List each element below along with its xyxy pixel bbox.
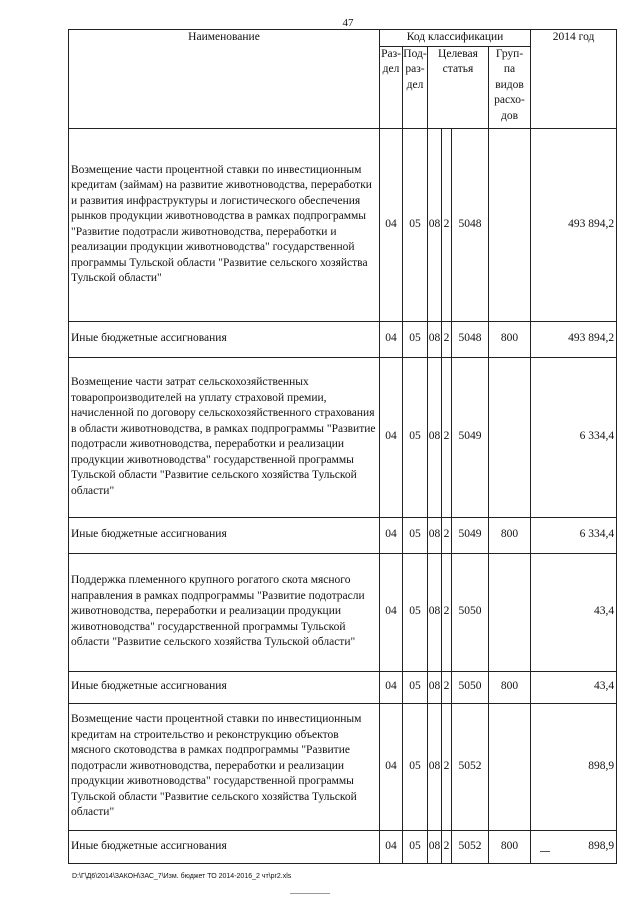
row-target-program: 08: [428, 128, 442, 321]
row-target-subprogram: 2: [442, 671, 452, 703]
row-name: Иные бюджетные ассигнования: [69, 517, 380, 553]
row-podrazdel: 05: [403, 517, 428, 553]
header-podrazdel: Под- раз- дел: [403, 46, 428, 128]
row-target-subprogram: 2: [442, 128, 452, 321]
row-target-program: 08: [428, 553, 442, 671]
row-name: Возмещение части затрат сельскохозяйственных товаропроизводителей на уплату страховой премии, начисленной по договору сельскохозяйственного страхования в области животноводства, в рамках подпрограммы "Развитие подотрасли животноводства, переработки и реализации продукции животноводства" государственной программы Тульской области "Развитие сельского хозяйства Тульской области": [69, 357, 380, 517]
row-podrazdel: 05: [403, 553, 428, 671]
header-classification-code: Код классификации: [380, 30, 531, 47]
row-expense-group: 800: [489, 830, 531, 863]
row-expense-group: 800: [489, 321, 531, 357]
row-amount: 493 894,2: [531, 321, 617, 357]
row-target-subprogram: 2: [442, 553, 452, 671]
row-podrazdel: 05: [403, 703, 428, 830]
budget-table: [68, 29, 617, 864]
row-razdel: 04: [380, 321, 403, 357]
table-row: [69, 830, 617, 863]
row-name: Иные бюджетные ассигнования: [69, 671, 380, 703]
row-name: Поддержка племенного крупного рогатого скота мясного направления в рамках подпрограммы "Развитие подотрасли животноводства, переработки и реализации продукции животноводства" государственной программы Тульской области "Развитие сельского хозяйства Тульской области": [69, 553, 380, 671]
row-amount: 43,4: [531, 671, 617, 703]
row-name: Иные бюджетные ассигнования: [69, 830, 380, 863]
row-razdel: 04: [380, 703, 403, 830]
row-expense-group: [489, 357, 531, 517]
footer-file-path: D:\Г\Д6\2014\ЗАКОН\ЗАС_7\Изм. бюджет ТО 2014-2016_2 чт\pr2.xls: [72, 873, 292, 880]
row-name: Иные бюджетные ассигнования: [69, 321, 380, 357]
row-amount: 493 894,2: [531, 128, 617, 321]
row-amount: 898,9: [531, 830, 617, 863]
scan-mark: [540, 851, 550, 852]
row-expense-group: 800: [489, 671, 531, 703]
row-target-code: 5052: [452, 703, 489, 830]
row-target-code: 5048: [452, 128, 489, 321]
row-target-code: 5049: [452, 517, 489, 553]
row-expense-group: 800: [489, 517, 531, 553]
row-razdel: 04: [380, 671, 403, 703]
row-podrazdel: 05: [403, 357, 428, 517]
header-target-article: Целевая статья: [428, 46, 489, 128]
row-target-program: 08: [428, 671, 442, 703]
row-amount: 6 334,4: [531, 517, 617, 553]
table-row: [69, 553, 617, 671]
table-row: [69, 357, 617, 517]
row-target-program: 08: [428, 830, 442, 863]
row-razdel: 04: [380, 357, 403, 517]
row-amount: 6 334,4: [531, 357, 617, 517]
row-target-subprogram: 2: [442, 357, 452, 517]
row-name: Возмещение части процентной ставки по инвестиционным кредитам (займам) на развитие животноводства, переработки и развития инфраструктуры и логистического обеспечения рынков продукции животноводства в рамках подпрограммы "Развитие подотрасли животноводства, переработки и реализации продукции животноводства" государственной программы Тульской области "Развитие сельского хозяйства Тульской области": [69, 128, 380, 321]
row-target-code: 5050: [452, 671, 489, 703]
row-razdel: 04: [380, 830, 403, 863]
scan-mark: [290, 893, 330, 894]
row-razdel: 04: [380, 553, 403, 671]
row-target-code: 5048: [452, 321, 489, 357]
row-expense-group: [489, 553, 531, 671]
row-target-code: 5052: [452, 830, 489, 863]
row-podrazdel: 05: [403, 830, 428, 863]
table-row: [69, 671, 617, 703]
table-row: [69, 517, 617, 553]
header-expense-group: Груп- па видов расхо- дов: [489, 46, 531, 128]
row-razdel: 04: [380, 517, 403, 553]
table-row: [69, 128, 617, 321]
row-razdel: 04: [380, 128, 403, 321]
row-expense-group: [489, 128, 531, 321]
table-row: [69, 703, 617, 830]
row-target-subprogram: 2: [442, 830, 452, 863]
row-target-program: 08: [428, 517, 442, 553]
row-expense-group: [489, 703, 531, 830]
row-target-subprogram: 2: [442, 517, 452, 553]
header-name: Наименование: [69, 30, 380, 129]
row-target-code: 5050: [452, 553, 489, 671]
row-podrazdel: 05: [403, 671, 428, 703]
row-podrazdel: 05: [403, 128, 428, 321]
row-amount: 898,9: [531, 703, 617, 830]
page-number: 47: [342, 17, 354, 29]
row-target-subprogram: 2: [442, 321, 452, 357]
row-name: Возмещение части процентной ставки по инвестиционным кредитам на строительство и реконструкцию объектов мясного скотоводства в рамках подпрограммы "Развитие подотрасли животноводства, переработки и реализации продукции животноводства" государственной программы Тульской области "Развитие сельского хозяйства Тульской области": [69, 703, 380, 830]
row-target-program: 08: [428, 321, 442, 357]
table-row: [69, 321, 617, 357]
row-amount: 43,4: [531, 553, 617, 671]
row-target-program: 08: [428, 357, 442, 517]
row-target-subprogram: 2: [442, 703, 452, 830]
row-target-program: 08: [428, 703, 442, 830]
row-podrazdel: 05: [403, 321, 428, 357]
row-target-code: 5049: [452, 357, 489, 517]
header-razdel: Раз- дел: [380, 46, 403, 128]
header-year: 2014 год: [531, 30, 617, 129]
